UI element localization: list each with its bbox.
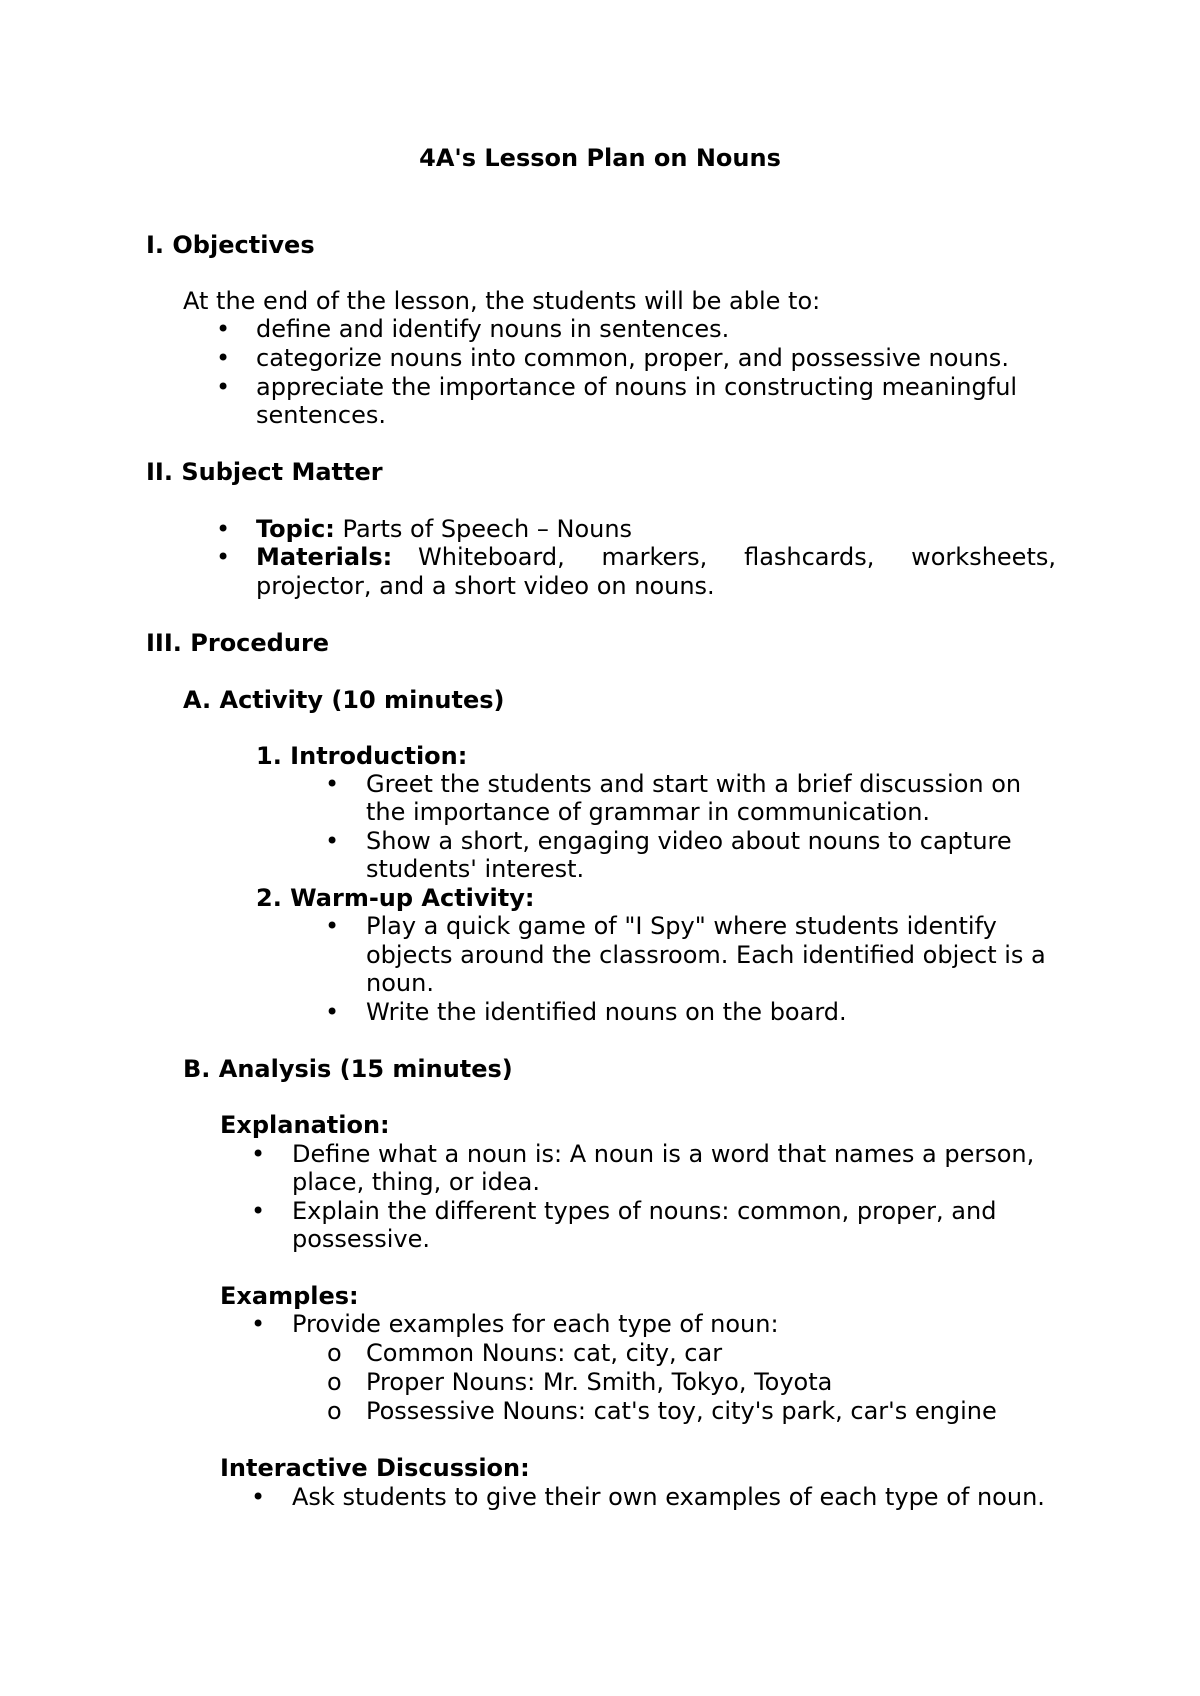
warmup-text: Play a quick game of "I Spy" where students identify xyxy=(366,912,997,940)
bullet-icon: • xyxy=(216,515,231,543)
document-title: 4A's Lesson Plan on Nouns xyxy=(419,144,781,172)
warmup-heading: 2. Warm-up Activity: xyxy=(256,884,535,912)
analysis-heading: B. Analysis (15 minutes) xyxy=(183,1055,513,1083)
bullet-icon: • xyxy=(251,1140,266,1168)
objective-text: categorize nouns into common, proper, and possessive nouns. xyxy=(256,344,1009,372)
activity-heading: A. Activity (10 minutes) xyxy=(183,686,505,714)
objectives-heading: I. Objectives xyxy=(146,231,315,259)
introduction-text: students' interest. xyxy=(366,855,585,883)
subject-matter-heading: II. Subject Matter xyxy=(146,458,383,486)
bullet-icon: • xyxy=(251,1310,266,1338)
warmup-text: objects around the classroom. Each identified object is a xyxy=(366,941,1046,969)
bullet-icon: • xyxy=(216,373,231,401)
explanation-text: Define what a noun is: A noun is a word that names a person, xyxy=(292,1140,1035,1168)
bullet-icon: • xyxy=(216,315,231,343)
examples-heading: Examples: xyxy=(220,1282,359,1310)
explanation-text: possessive. xyxy=(292,1225,430,1253)
bullet-icon: • xyxy=(216,344,231,372)
topic-text xyxy=(256,515,1056,544)
introduction-heading: 1. Introduction: xyxy=(256,742,468,770)
materials-label: Materials: xyxy=(256,543,393,571)
bullet-icon: • xyxy=(325,770,340,798)
objective-text: appreciate the importance of nouns in constructing meaningful xyxy=(256,373,1018,401)
explanation-text: place, thing, or idea. xyxy=(292,1168,541,1196)
warmup-text: Write the identified nouns on the board. xyxy=(366,998,847,1026)
objective-text: sentences. xyxy=(256,401,386,429)
materials-text xyxy=(256,543,1056,572)
circle-bullet-icon: o xyxy=(327,1339,342,1367)
objective-text: define and identify nouns in sentences. xyxy=(256,315,730,343)
bullet-icon: • xyxy=(251,1483,266,1511)
materials-line1: Whiteboard, markers, flashcards, worksheets, xyxy=(418,543,1056,571)
materials-line2: projector, and a short video on nouns. xyxy=(256,572,715,600)
discussion-text: Ask students to give their own examples of each type of noun. xyxy=(292,1483,1045,1511)
explanation-heading: Explanation: xyxy=(220,1111,390,1139)
bullet-icon: • xyxy=(325,827,340,855)
circle-bullet-icon: o xyxy=(327,1397,342,1425)
procedure-heading: III. Procedure xyxy=(146,629,330,657)
bullet-icon: • xyxy=(325,998,340,1026)
topic-value: Parts of Speech – Nouns xyxy=(342,515,633,543)
warmup-text: noun. xyxy=(366,969,434,997)
example-text: Possessive Nouns: cat's toy, city's park, car's engine xyxy=(366,1397,997,1425)
objectives-intro: At the end of the lesson, the students will be able to: xyxy=(183,287,821,315)
introduction-text: Show a short, engaging video about nouns to capture xyxy=(366,827,1012,855)
example-text: Common Nouns: cat, city, car xyxy=(366,1339,723,1367)
bullet-icon: • xyxy=(251,1197,266,1225)
introduction-text: Greet the students and start with a brief discussion on xyxy=(366,770,1022,798)
explanation-text: Explain the different types of nouns: common, proper, and xyxy=(292,1197,997,1225)
topic-label: Topic: xyxy=(256,515,335,543)
introduction-text: the importance of grammar in communication. xyxy=(366,798,931,826)
bullet-icon: • xyxy=(325,912,340,940)
circle-bullet-icon: o xyxy=(327,1368,342,1396)
discussion-heading: Interactive Discussion: xyxy=(220,1454,530,1482)
examples-intro: Provide examples for each type of noun: xyxy=(292,1310,779,1338)
example-text: Proper Nouns: Mr. Smith, Tokyo, Toyota xyxy=(366,1368,833,1396)
bullet-icon: • xyxy=(216,543,231,571)
